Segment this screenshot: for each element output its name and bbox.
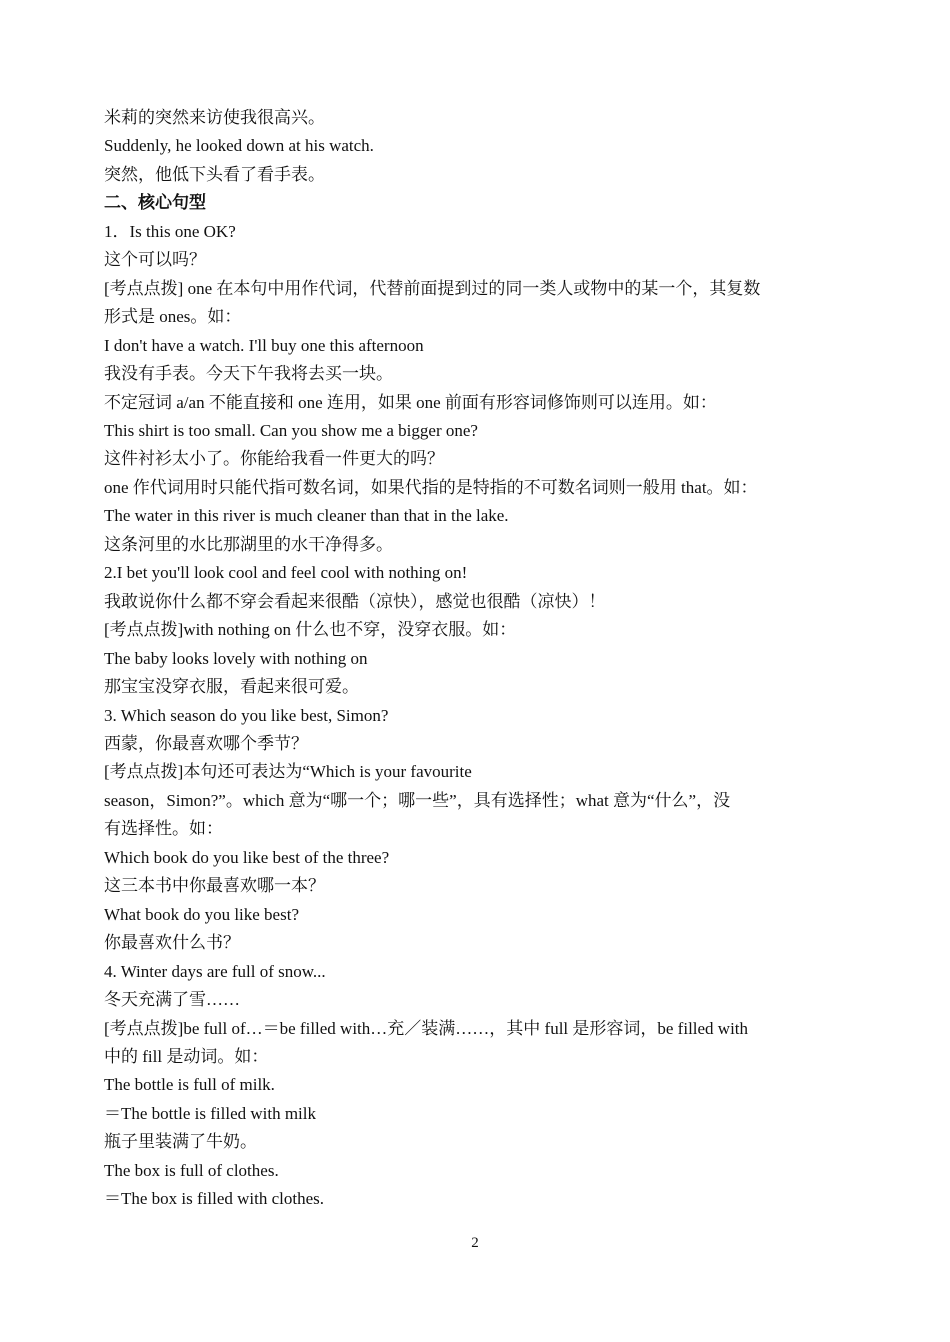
- text-line: 冬天充满了雪……: [104, 990, 240, 1010]
- text-line: The bottle is full of milk.: [104, 1075, 275, 1095]
- text-line: 这个可以吗？: [104, 250, 206, 270]
- text-line: [考点点拨]本句还可表达为“Which is your favourite: [104, 762, 472, 782]
- text-line: 4. Winter days are full of snow...: [104, 961, 326, 981]
- text-line: 这条河里的水比那湖里的水干净得多。: [104, 534, 393, 554]
- text-line: season，Simon?”。which 意为“哪一个；哪一些”，具有选择性；what 意为“什么”，没: [104, 790, 731, 810]
- text-line: 1．Is this one OK?: [104, 221, 236, 241]
- text-line: 这件衬衫太小了。你能给我看一件更大的吗？: [104, 449, 444, 469]
- text-line: I don't have a watch. I'll buy one this afternoon: [104, 335, 424, 355]
- text-line: 那宝宝没穿衣服，看起来很可爱。: [104, 677, 359, 697]
- text-line: This shirt is too small. Can you show me a bigger one?: [104, 420, 478, 440]
- text-line: [考点点拨] one 在本句中用作代词，代替前面提到过的同一类人或物中的某一个，其复数: [104, 278, 761, 298]
- text-line: Suddenly, he looked down at his watch.: [104, 136, 374, 156]
- text-line: 米莉的突然来访使我很高兴。: [104, 108, 325, 127]
- text-line: ＝The bottle is filled with milk: [104, 1103, 317, 1123]
- text-line: 你最喜欢什么书？: [104, 933, 240, 953]
- text-line: 我没有手表。今天下午我将去买一块。: [104, 364, 393, 384]
- text-line: 这三本书中你最喜欢哪一本？: [104, 876, 325, 896]
- text-line: 形式是 ones。如：: [104, 307, 242, 327]
- text-line: one 作代词用时只能代指可数名词，如果代指的是特指的不可数名词则一般用 that。如：: [104, 477, 758, 497]
- section-heading: 二、核心句型: [104, 193, 206, 214]
- text-line: The box is full of clothes.: [104, 1160, 279, 1180]
- text-line: The water in this river is much cleaner than that in the lake.: [104, 506, 509, 526]
- text-line: 西蒙，你最喜欢哪个季节？: [104, 733, 308, 753]
- text-line: 有选择性。如：: [104, 819, 223, 839]
- text-line: ＝The box is filled with clothes.: [104, 1189, 325, 1209]
- page-number: 2: [471, 1235, 479, 1251]
- text-line: 我敢说你什么都不穿会看起来很酷（凉快），感觉也很酷（凉快）！: [104, 591, 606, 611]
- text-line: 3. Which season do you like best, Simon?: [104, 705, 389, 725]
- text-line: 2.I bet you'll look cool and feel cool with nothing on!: [104, 563, 468, 583]
- text-line: Which book do you like best of the three?: [104, 847, 390, 867]
- text-line: The baby looks lovely with nothing on: [104, 648, 368, 668]
- text-line: 不定冠词 a/an 不能直接和 one 连用，如果 one 前面有形容词修饰则可以连用。如：: [104, 392, 717, 412]
- text-line: [考点点拨]with nothing on 什么也不穿，没穿衣服。如：: [104, 620, 517, 640]
- text-line: [考点点拨]be full of…＝be filled with…充／装满……，其中 full 是形容词，be filled with: [104, 1018, 749, 1038]
- text-line: 中的 fill 是动词。如：: [104, 1046, 269, 1066]
- document-body: [104, 104, 854, 1214]
- text-line: 瓶子里装满了牛奶。: [104, 1132, 257, 1152]
- text-line: What book do you like best?: [104, 904, 299, 924]
- text-line: 突然，他低下头看了看手表。: [104, 164, 325, 184]
